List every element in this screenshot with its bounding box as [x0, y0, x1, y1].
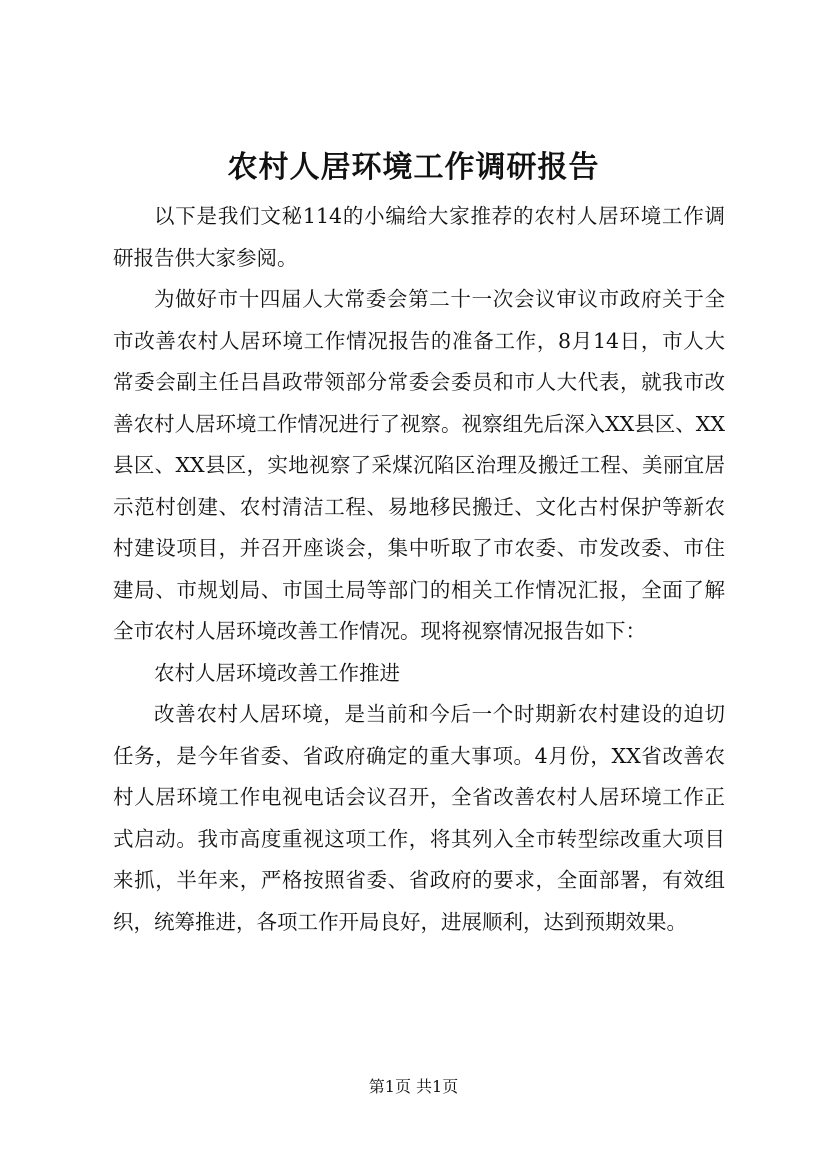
inspection-paragraph: 为做好市十四届人大常委会第二十一次会议审议市政府关于全市改善农村人居环境工作情况报告的准备工作，8月14日，市人大常委会副主任吕昌政带领部分常委会委员和市人大代表，就我市改善农村人居环境工作情况进行了视察。视察组先后深入XX县区、XX县区、XX县区，实地视察了采煤沉陷区治理及搬迁工程、美丽宜居示范村创建、农村清洁工程、易地移民搬迁、文化古村保护等新农村建设项目，并召开座谈会，集中听取了市农委、市发改委、市住建局、市规划局、市国土局等部门的相关工作情况汇报，全面了解全市农村人居环境改善工作情况。现将视察情况报告如下：: [113, 287, 725, 643]
document-title: 农村人居环境工作调研报告: [227, 150, 600, 185]
section-heading: 农村人居环境改善工作推进: [154, 660, 400, 685]
intro-paragraph: 以下是我们文秘114的小编给大家推荐的农村人居环境工作调研报告供大家参阅。: [113, 204, 725, 270]
progress-paragraph: 改善农村人居环境，是当前和今后一个时期新农村建设的迫切任务，是今年省委、省政府确定的重大事项。4月份，XX省改善农村人居环境工作电视电话会议召开，全省改善农村人居环境工作正式启动。我市高度重视这项工作，将其列入全市转型综改重大项目来抓，半年来，严格按照省委、省政府的要求，全面部署，有效组织，统筹推进，各项工作开局良好，进展顺利，达到预期效果。: [113, 702, 725, 934]
page-footer: 第1页 共1页: [368, 1077, 459, 1096]
document-body: [113, 196, 725, 943]
